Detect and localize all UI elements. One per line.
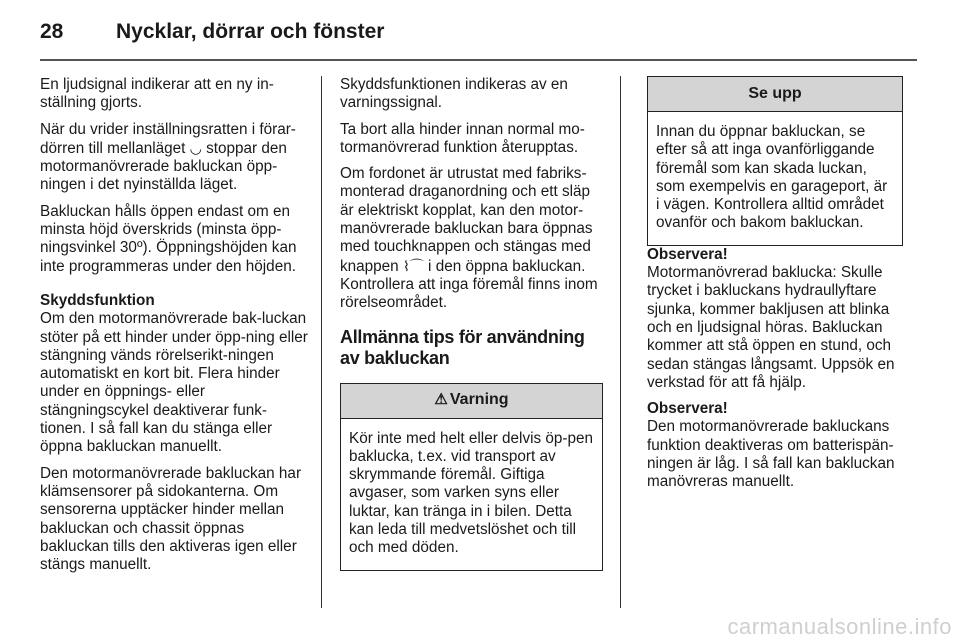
paragraph: Skyddsfunktionen indikeras av en varningssignal. (340, 76, 568, 112)
warning-triangle-icon: ⚠ (434, 391, 448, 409)
page-header (40, 14, 384, 50)
paragraph: En ljudsignal indikerar att en ny in-ställning gjorts. (40, 76, 274, 112)
note: Observera! Motormanövrerad baklucka: Skulle trycket i bakluckans hydraullyftare sjunka, kommer bakljusen att blinka och en ljudsignal höras. Bakluckan kommer att stå öppen en stund, och sedan stängas långsamt. Uppsök en verkstad för att få hjälp. (647, 246, 903, 392)
column-1 (40, 76, 308, 582)
section-heading: Allmänna tips för användning av bakluckan (340, 326, 585, 368)
column-3 (647, 76, 903, 500)
tailgate-close-icon: ⌇⌒ (402, 257, 424, 274)
paragraph: Skyddsfunktion Om den motormanövrerade bak-luckan stöter på ett hinder under öpp-ning eller stängning vänds rörelserikt-ningen automatiskt en kort bit. Flera hinder under en öppnings- eller stängningscykel deaktiverar funk-tionen. I så fall kan du stänga eller öppna bakluckan manuellt. (40, 291, 308, 456)
middle-position-icon: ◡ (189, 139, 202, 156)
column-2 (340, 76, 603, 571)
caution-title: Se upp (648, 77, 902, 112)
note-title: Observera! (647, 400, 728, 418)
paragraph: När du vrider inställningsratten i förar-dörren till mellanläget ◡ stoppar den motormanövrerade bakluckan öpp-ningen i det nyinställda läget. (40, 120, 296, 194)
column-divider (321, 76, 322, 608)
page-title: Nycklar, dörrar och fönster (116, 20, 385, 43)
paragraph: Om fordonet är utrustat med fabriks-monterad draganordning och ett släp är elektriskt kopplat, kan den motor-manövrerade bakluckan bara öppnas med touchknappen och stängas med knappen ⌇⌒ i den öppna bakluckan. Kontrollera att inga föremål finns inom rörelseområdet. (340, 165, 598, 312)
note-title: Observera! (647, 245, 728, 263)
warning-title: Varning (449, 391, 509, 409)
warning-box (340, 383, 603, 571)
warning-body: Kör inte med helt eller delvis öp-pen baklucka, t.ex. vid transport av skrymmande föremål. Giftiga avgaser, som varken syns eller luktar, kan tränga in i bilen. Detta kan leda till medvetslöshet och till och med döden. (349, 429, 594, 557)
column-divider (620, 76, 621, 608)
paragraph: Bakluckan hålls öppen endast om en minsta höjd överskrids (minsta öpp-ningsvinkel 30º). Öppningshöjden kan inte programmeras under den höjden. (40, 202, 297, 275)
paragraph: Den motormanövrerade bakluckan har klämsensorer på sidokanterna. Om sensorerna upptäcker hinder mellan bakluckan och chassit öppnas bakluckan tills den aktiveras igen eller stängs manuellt. (40, 464, 302, 574)
caution-box (647, 76, 903, 246)
note: Observera! Den motormanövrerade bakluckans funktion deaktiveras om batterispän-ningen är låg. I så fall kan bakluckan manövreras manuellt. (647, 400, 903, 491)
warning-header (341, 384, 602, 419)
page-number: 28 (40, 20, 64, 43)
watermark: carmanualsonline.info (727, 614, 952, 639)
subheading: Skyddsfunktion (40, 291, 155, 309)
caution-body: Innan du öppnar bakluckan, se efter så att inga ovanförliggande föremål som kan skada luckan, som exempelvis en garageport, är i vägen. Kontrollera alltid området ovanför och bakom bakluckan. (656, 123, 888, 232)
paragraph: Ta bort alla hinder innan normal mo-tormanövrerad funktion återupptas. (340, 120, 585, 156)
header-divider (40, 59, 917, 61)
